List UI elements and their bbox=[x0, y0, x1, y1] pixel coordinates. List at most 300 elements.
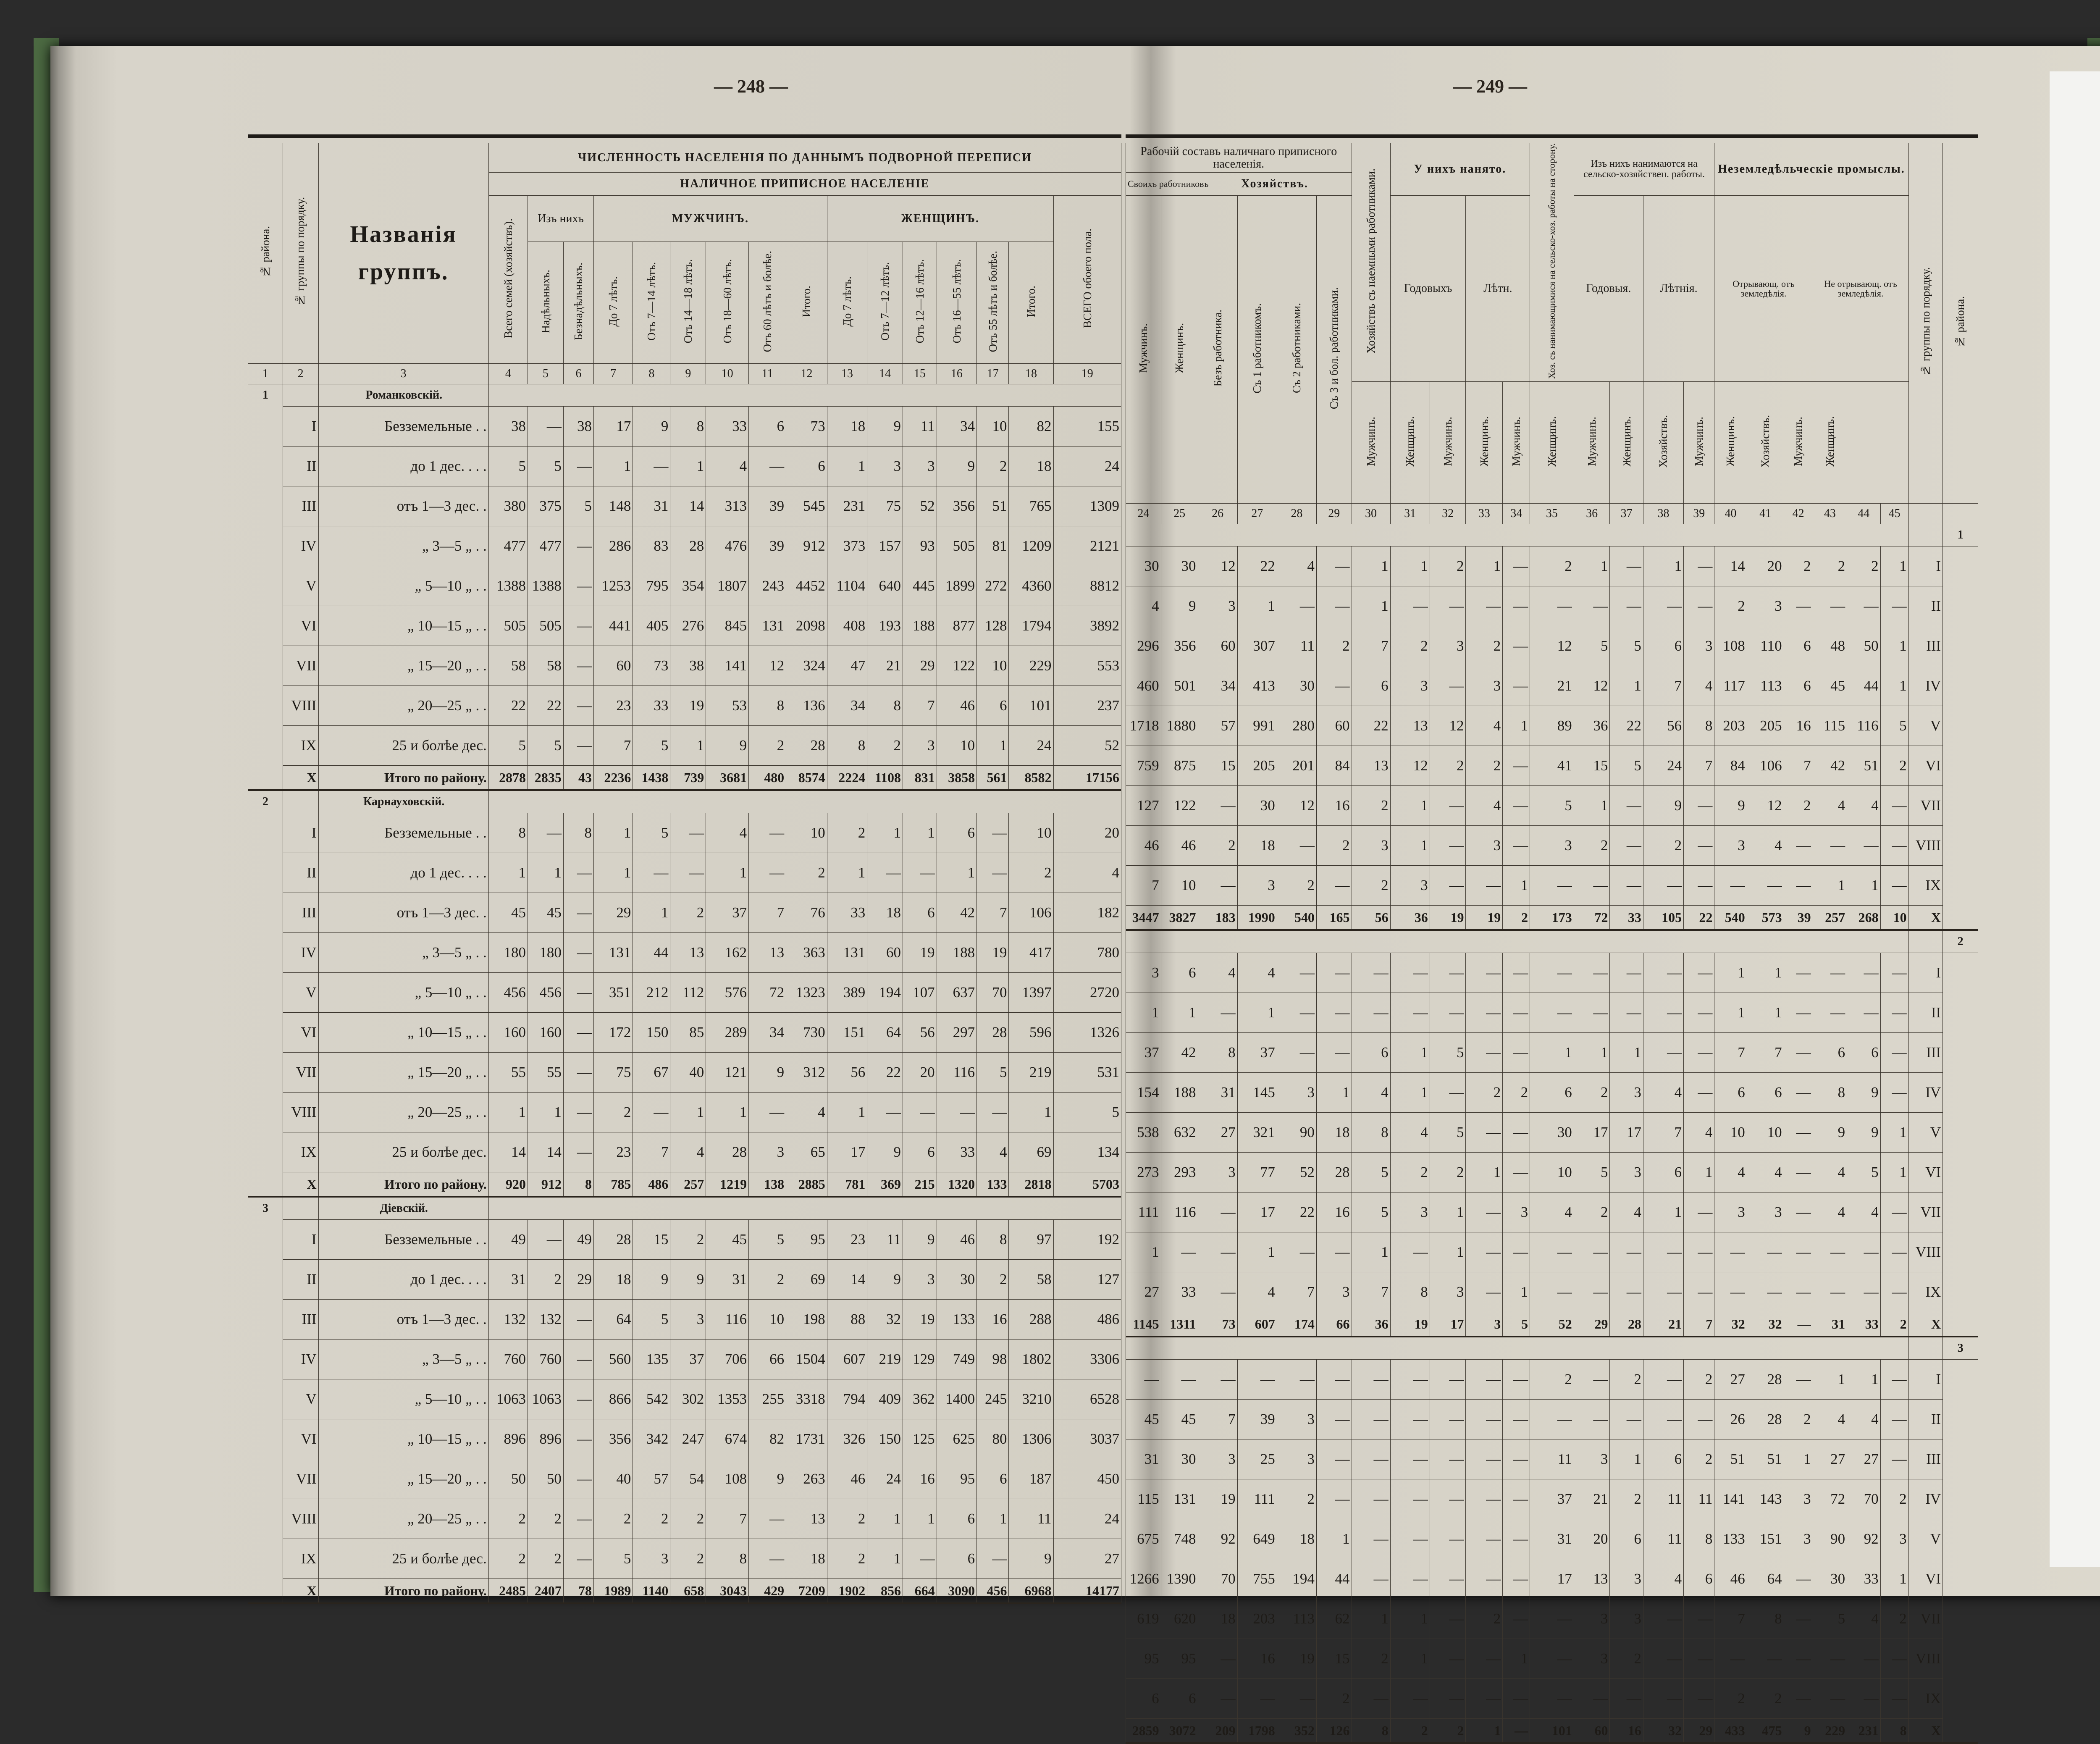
data-cell: — bbox=[1714, 866, 1747, 906]
data-cell: 1 bbox=[1747, 993, 1784, 1033]
data-cell: 48 bbox=[1813, 626, 1847, 666]
table-row bbox=[248, 1132, 1121, 1172]
data-cell: — bbox=[1503, 746, 1530, 786]
data-cell: — bbox=[1784, 993, 1813, 1033]
data-cell: 6 bbox=[786, 447, 827, 486]
data-cell: 1 bbox=[867, 813, 903, 853]
column-number: 4 bbox=[488, 364, 528, 384]
data-cell: — bbox=[903, 1539, 937, 1579]
data-cell: 3090 bbox=[937, 1579, 976, 1604]
data-cell: 748 bbox=[1161, 1519, 1198, 1559]
data-cell: — bbox=[1198, 993, 1237, 1033]
data-cell: 28 bbox=[706, 1132, 749, 1172]
data-cell: 84 bbox=[1714, 746, 1747, 786]
data-cell: 84 bbox=[1316, 746, 1352, 786]
data-cell: 2 bbox=[1714, 1679, 1747, 1719]
top-rule-left bbox=[248, 134, 1121, 138]
district-number: 2 bbox=[248, 790, 283, 813]
data-cell: 15 bbox=[633, 1220, 670, 1260]
data-cell: — bbox=[1466, 1479, 1503, 1519]
data-cell: 42 bbox=[1813, 746, 1847, 786]
data-cell: 3 bbox=[670, 1300, 706, 1340]
data-cell: — bbox=[563, 1379, 593, 1419]
data-cell: — bbox=[1643, 1360, 1683, 1400]
data-cell: — bbox=[1503, 1113, 1530, 1153]
data-cell: — bbox=[1198, 1360, 1237, 1400]
group-roman: IV bbox=[283, 933, 318, 973]
data-cell: 1438 bbox=[633, 766, 670, 791]
data-cell: 3043 bbox=[706, 1579, 749, 1604]
data-cell: 2 bbox=[1574, 1192, 1610, 1232]
data-cell: — bbox=[1503, 1519, 1530, 1559]
group-roman: V bbox=[1908, 1113, 1943, 1153]
data-cell: — bbox=[1466, 1679, 1503, 1719]
data-cell: 64 bbox=[1747, 1559, 1784, 1599]
data-cell: 2 bbox=[488, 1539, 528, 1579]
data-cell: 9 bbox=[937, 447, 976, 486]
data-cell: 3 bbox=[1784, 1479, 1813, 1519]
blank bbox=[283, 790, 318, 813]
data-cell: 7 bbox=[1684, 746, 1714, 786]
group-name: 25 и болѣе дес. bbox=[318, 1132, 488, 1172]
data-cell: 62 bbox=[1316, 1599, 1352, 1639]
blank bbox=[248, 973, 283, 1013]
column-number: 32 bbox=[1430, 504, 1466, 524]
group-roman: VI bbox=[1908, 1559, 1943, 1599]
data-cell: — bbox=[867, 1093, 903, 1132]
men-age-header: Отъ 60 лѣтъ и болѣе. bbox=[749, 242, 786, 364]
data-cell: 2 bbox=[1466, 1073, 1503, 1113]
data-cell: — bbox=[563, 973, 593, 1013]
data-cell: 1 bbox=[1009, 1093, 1053, 1132]
data-cell: 8 bbox=[1880, 1719, 1908, 1744]
data-cell: 3 bbox=[1574, 1439, 1610, 1479]
data-cell: 113 bbox=[1747, 666, 1784, 706]
table-row bbox=[1126, 746, 1978, 786]
data-cell: 6 bbox=[903, 1132, 937, 1172]
table-row bbox=[248, 1300, 1121, 1340]
data-cell: — bbox=[1880, 1639, 1908, 1679]
data-cell: 1 bbox=[1880, 1113, 1908, 1153]
data-cell: 19 bbox=[903, 933, 937, 973]
data-cell: 6 bbox=[1643, 1439, 1683, 1479]
group-roman: V bbox=[283, 1379, 318, 1419]
data-cell: 7 bbox=[1643, 1113, 1683, 1153]
data-cell: 154 bbox=[1126, 1073, 1161, 1113]
table-row bbox=[1126, 1153, 1978, 1192]
data-cell: 28 bbox=[786, 726, 827, 766]
data-cell: 10 bbox=[937, 726, 976, 766]
data-cell: 23 bbox=[827, 1220, 867, 1260]
data-cell: 44 bbox=[633, 933, 670, 973]
data-cell: — bbox=[1530, 1232, 1574, 1272]
work-women-header: Женщинъ. bbox=[1161, 196, 1198, 504]
column-number: 7 bbox=[594, 364, 633, 384]
data-cell: 3 bbox=[1530, 826, 1574, 866]
men-age-header: Отъ 14—18 лѣтъ. bbox=[670, 242, 706, 364]
data-cell: — bbox=[1714, 1232, 1747, 1272]
table-row bbox=[1126, 626, 1978, 666]
data-cell: — bbox=[1610, 1232, 1643, 1272]
data-cell: 182 bbox=[1053, 893, 1121, 933]
data-cell: — bbox=[1684, 1400, 1714, 1439]
data-cell: — bbox=[633, 853, 670, 893]
data-cell: 26 bbox=[1714, 1400, 1747, 1439]
column-number: 34 bbox=[1503, 504, 1530, 524]
data-cell: 52 bbox=[903, 486, 937, 526]
data-cell: 3306 bbox=[1053, 1340, 1121, 1379]
data-cell: — bbox=[1643, 1232, 1683, 1272]
data-cell: — bbox=[1847, 1679, 1880, 1719]
summer-header: Лѣтн. bbox=[1466, 196, 1530, 382]
data-cell: 38 bbox=[563, 407, 593, 447]
data-cell: 7 bbox=[1684, 1312, 1714, 1337]
data-cell: 9 bbox=[670, 1260, 706, 1300]
data-cell: — bbox=[1610, 993, 1643, 1033]
group-roman: I bbox=[283, 813, 318, 853]
table-row bbox=[248, 486, 1121, 526]
data-cell: — bbox=[563, 1459, 593, 1499]
column-number: 40 bbox=[1714, 504, 1747, 524]
data-cell: 2 bbox=[827, 1539, 867, 1579]
data-cell: 12 bbox=[1390, 746, 1430, 786]
data-cell: — bbox=[1813, 1232, 1847, 1272]
data-cell: — bbox=[1747, 1639, 1784, 1679]
data-cell: — bbox=[1430, 826, 1466, 866]
data-cell: — bbox=[1198, 1192, 1237, 1232]
table-row bbox=[248, 1093, 1121, 1132]
table-row bbox=[1126, 1400, 1978, 1439]
table-row bbox=[248, 566, 1121, 606]
data-cell: 28 bbox=[1747, 1360, 1784, 1400]
data-cell: 760 bbox=[488, 1340, 528, 1379]
data-cell: 1990 bbox=[1237, 906, 1277, 930]
data-cell: 19 bbox=[1277, 1639, 1316, 1679]
data-cell: 7 bbox=[977, 893, 1009, 933]
blank bbox=[1908, 1337, 1943, 1360]
data-cell: 8 bbox=[563, 1172, 593, 1197]
data-cell: 6 bbox=[977, 686, 1009, 726]
group-no-header-right: № группы по порядку. bbox=[1908, 143, 1943, 504]
data-cell: — bbox=[1610, 1400, 1643, 1439]
data-cell: 66 bbox=[749, 1340, 786, 1379]
data-cell: 57 bbox=[1198, 706, 1237, 746]
data-cell: 785 bbox=[594, 1172, 633, 1197]
data-cell: — bbox=[1610, 1272, 1643, 1312]
district-title: Діевскій. bbox=[318, 1197, 488, 1220]
district-title: Романковскій. bbox=[318, 384, 488, 407]
district-total-row bbox=[1126, 1312, 1978, 1337]
data-cell: 125 bbox=[903, 1419, 937, 1459]
data-cell: 3 bbox=[1610, 1599, 1643, 1639]
table-row bbox=[1126, 1439, 1978, 1479]
data-cell: 24 bbox=[867, 1459, 903, 1499]
data-cell: — bbox=[1316, 586, 1352, 626]
data-cell: 70 bbox=[1847, 1479, 1880, 1519]
data-cell: 8 bbox=[827, 726, 867, 766]
data-cell: 11 bbox=[903, 407, 937, 447]
data-cell: 9 bbox=[867, 407, 903, 447]
data-cell: 4452 bbox=[786, 566, 827, 606]
data-cell: 6 bbox=[937, 1539, 976, 1579]
group-roman: X bbox=[1908, 1312, 1943, 1337]
data-cell: — bbox=[1430, 1559, 1466, 1599]
data-cell: — bbox=[1466, 953, 1503, 993]
group-roman: III bbox=[1908, 1439, 1943, 1479]
data-cell: 1 bbox=[1466, 1719, 1503, 1744]
data-cell: 38 bbox=[488, 407, 528, 447]
data-cell: 286 bbox=[594, 526, 633, 566]
data-cell: 194 bbox=[1277, 1559, 1316, 1599]
data-cell: 22 bbox=[488, 686, 528, 726]
data-cell: 37 bbox=[1237, 1033, 1277, 1073]
data-cell: 2 bbox=[1277, 866, 1316, 906]
blank bbox=[1908, 930, 1943, 953]
data-cell: — bbox=[1430, 1400, 1466, 1439]
data-cell: 1802 bbox=[1009, 1340, 1053, 1379]
data-cell: 98 bbox=[977, 1340, 1009, 1379]
data-cell: 201 bbox=[1277, 746, 1316, 786]
data-cell: — bbox=[1198, 1232, 1237, 1272]
data-cell: 326 bbox=[827, 1419, 867, 1459]
data-cell: — bbox=[1466, 866, 1503, 906]
group-roman: II bbox=[1908, 586, 1943, 626]
data-cell: — bbox=[1684, 546, 1714, 586]
data-cell: 15 bbox=[1574, 746, 1610, 786]
data-cell: 501 bbox=[1161, 666, 1198, 706]
not-leaving-header: Не отрывающ. отъ земледѣлія. bbox=[1813, 196, 1908, 382]
data-cell: 1320 bbox=[937, 1172, 976, 1197]
group-name: „ 15—20 „ . . bbox=[318, 646, 488, 686]
data-cell: 19 bbox=[903, 1300, 937, 1340]
data-cell: — bbox=[1880, 993, 1908, 1033]
data-cell: 7 bbox=[594, 726, 633, 766]
data-cell: 31 bbox=[1530, 1519, 1574, 1559]
data-cell: 1 bbox=[827, 447, 867, 486]
data-cell: 51 bbox=[1847, 746, 1880, 786]
data-cell: 33 bbox=[633, 686, 670, 726]
data-cell: 5 bbox=[633, 1300, 670, 1340]
table-row bbox=[248, 726, 1121, 766]
data-cell: — bbox=[1610, 866, 1643, 906]
data-cell: — bbox=[1880, 1400, 1908, 1439]
data-cell: — bbox=[528, 407, 564, 447]
group-name: Итого по району. bbox=[318, 1579, 488, 1604]
data-cell: 95 bbox=[786, 1220, 827, 1260]
group-name: Итого по району. bbox=[318, 1172, 488, 1197]
data-cell: — bbox=[563, 1013, 593, 1053]
data-cell: 5 bbox=[749, 1220, 786, 1260]
data-cell: 172 bbox=[594, 1013, 633, 1053]
data-cell: 8 bbox=[1352, 1113, 1390, 1153]
group-roman: I bbox=[283, 407, 318, 447]
data-cell: 1794 bbox=[1009, 606, 1053, 646]
data-cell: 6 bbox=[1161, 1679, 1198, 1719]
data-cell: 116 bbox=[1161, 1192, 1198, 1232]
data-cell: 1 bbox=[706, 1093, 749, 1132]
group-name: „ 20—25 „ . . bbox=[318, 1499, 488, 1539]
group-name: „ 20—25 „ . . bbox=[318, 686, 488, 726]
data-cell: — bbox=[1610, 586, 1643, 626]
data-cell: 107 bbox=[903, 973, 937, 1013]
data-cell: 205 bbox=[1747, 706, 1784, 746]
data-cell: — bbox=[1503, 1679, 1530, 1719]
data-cell: 42 bbox=[1161, 1033, 1198, 1073]
data-cell: 7 bbox=[1784, 746, 1813, 786]
data-cell: 649 bbox=[1237, 1519, 1277, 1559]
top-rule-right bbox=[1126, 134, 1978, 138]
data-cell: 8 bbox=[488, 813, 528, 853]
data-cell: 2 bbox=[1390, 626, 1430, 666]
data-cell: 6 bbox=[1714, 1073, 1747, 1113]
data-cell: 10 bbox=[1714, 1113, 1747, 1153]
data-cell: 2 bbox=[1813, 546, 1847, 586]
data-cell: — bbox=[1784, 586, 1813, 626]
data-cell: 2 bbox=[827, 1499, 867, 1539]
group-roman: V bbox=[283, 973, 318, 1013]
column-number: 16 bbox=[937, 364, 976, 384]
data-cell: 27 bbox=[1714, 1360, 1747, 1400]
data-cell: 108 bbox=[706, 1459, 749, 1499]
data-cell: 1 bbox=[1390, 826, 1430, 866]
data-cell: — bbox=[1503, 1559, 1530, 1599]
data-cell: — bbox=[1430, 586, 1466, 626]
data-cell: 53 bbox=[706, 686, 749, 726]
data-cell: 134 bbox=[1053, 1132, 1121, 1172]
data-cell: — bbox=[1466, 1360, 1503, 1400]
data-cell: 51 bbox=[1747, 1439, 1784, 1479]
data-cell: 3 bbox=[633, 1539, 670, 1579]
data-cell: 1209 bbox=[1009, 526, 1053, 566]
data-cell: 1104 bbox=[827, 566, 867, 606]
data-cell: 1388 bbox=[528, 566, 564, 606]
data-cell: 1 bbox=[1880, 1559, 1908, 1599]
data-cell: 5 bbox=[1880, 706, 1908, 746]
data-cell: 90 bbox=[1813, 1519, 1847, 1559]
column-number: 38 bbox=[1643, 504, 1683, 524]
data-cell: 759 bbox=[1126, 746, 1161, 786]
data-cell: 540 bbox=[1277, 906, 1316, 930]
data-cell: 2 bbox=[1747, 1679, 1784, 1719]
data-cell: 12 bbox=[1430, 706, 1466, 746]
group-roman: II bbox=[283, 853, 318, 893]
data-cell: 30 bbox=[1277, 666, 1316, 706]
data-cell: — bbox=[1747, 1272, 1784, 1312]
data-cell: 2 bbox=[1574, 1073, 1610, 1113]
data-cell: — bbox=[1466, 586, 1503, 626]
blank bbox=[488, 1197, 1121, 1220]
two-workers-header: Съ 2 работниками. bbox=[1277, 196, 1316, 504]
group-name: до 1 дес. . . . bbox=[318, 853, 488, 893]
data-cell: — bbox=[1610, 546, 1643, 586]
data-cell: — bbox=[563, 1132, 593, 1172]
blank bbox=[1943, 953, 1978, 993]
data-cell: — bbox=[1643, 953, 1683, 993]
data-cell: 2 bbox=[1430, 546, 1466, 586]
data-cell: 8 bbox=[1684, 1519, 1714, 1559]
data-cell: 553 bbox=[1053, 646, 1121, 686]
data-cell: 72 bbox=[749, 973, 786, 1013]
hired-sex-header: Мужчинъ. bbox=[1430, 382, 1466, 504]
data-cell: 912 bbox=[786, 526, 827, 566]
data-cell: 58 bbox=[1009, 1260, 1053, 1300]
data-cell: 36 bbox=[1390, 906, 1430, 930]
hired-header: У нихъ нанято. bbox=[1390, 143, 1530, 196]
blank bbox=[248, 1539, 283, 1579]
data-cell: 116 bbox=[937, 1053, 976, 1093]
hired-sex-header: Мужчинъ. bbox=[1352, 382, 1390, 504]
data-cell: 369 bbox=[867, 1172, 903, 1197]
data-cell: 45 bbox=[1813, 666, 1847, 706]
column-number: 5 bbox=[528, 364, 564, 384]
data-cell: 4 bbox=[706, 813, 749, 853]
data-cell: 81 bbox=[977, 526, 1009, 566]
data-cell: 31 bbox=[633, 486, 670, 526]
data-cell: 112 bbox=[670, 973, 706, 1013]
group-roman: IV bbox=[1908, 1073, 1943, 1113]
table-row bbox=[248, 447, 1121, 486]
data-cell: 36 bbox=[1574, 706, 1610, 746]
data-cell: 321 bbox=[1237, 1113, 1277, 1153]
blank bbox=[1943, 1719, 1978, 1744]
data-cell: — bbox=[1352, 1479, 1390, 1519]
data-cell: 16 bbox=[903, 1459, 937, 1499]
table-row bbox=[248, 646, 1121, 686]
data-cell: — bbox=[1784, 1639, 1813, 1679]
column-number: 30 bbox=[1352, 504, 1390, 524]
data-cell: 5 bbox=[633, 813, 670, 853]
group-roman: X bbox=[283, 1579, 318, 1604]
nonagri-col-header: Женщинъ. bbox=[1813, 382, 1847, 504]
data-cell: 5 bbox=[1574, 626, 1610, 666]
blank bbox=[1943, 546, 1978, 586]
data-cell: 3 bbox=[1714, 1192, 1747, 1232]
data-cell: 352 bbox=[1277, 1719, 1316, 1744]
district-title-row bbox=[248, 790, 1121, 813]
data-cell: 97 bbox=[1009, 1220, 1053, 1260]
data-cell: — bbox=[563, 447, 593, 486]
table-row bbox=[1126, 953, 1978, 993]
data-cell: 3858 bbox=[937, 766, 976, 791]
data-cell: 1 bbox=[903, 1499, 937, 1539]
data-cell: 257 bbox=[1813, 906, 1847, 930]
data-cell: 3072 bbox=[1161, 1719, 1198, 1744]
data-cell: 356 bbox=[937, 486, 976, 526]
data-cell: 2 bbox=[1503, 1073, 1530, 1113]
data-cell: 58 bbox=[488, 646, 528, 686]
data-cell: 1 bbox=[1430, 1232, 1466, 1272]
data-cell: 674 bbox=[706, 1419, 749, 1459]
data-cell: 413 bbox=[1237, 666, 1277, 706]
group-roman: VII bbox=[1908, 786, 1943, 826]
data-cell: 247 bbox=[670, 1419, 706, 1459]
data-cell: 4 bbox=[786, 1093, 827, 1132]
column-number: 3 bbox=[318, 364, 488, 384]
data-cell: 3210 bbox=[1009, 1379, 1053, 1419]
data-cell: 1 bbox=[1684, 1153, 1714, 1192]
data-cell: — bbox=[1352, 1439, 1390, 1479]
data-cell: — bbox=[1466, 1113, 1503, 1153]
data-cell: 72 bbox=[1574, 906, 1610, 930]
data-cell: — bbox=[1430, 1679, 1466, 1719]
data-cell: 18 bbox=[1316, 1113, 1352, 1153]
white-sheet bbox=[2050, 71, 2100, 1567]
data-cell: 49 bbox=[488, 1220, 528, 1260]
data-cell: 31 bbox=[1126, 1439, 1161, 1479]
data-cell: 1 bbox=[1390, 546, 1430, 586]
data-cell: 20 bbox=[903, 1053, 937, 1093]
data-cell: — bbox=[1390, 1559, 1430, 1599]
